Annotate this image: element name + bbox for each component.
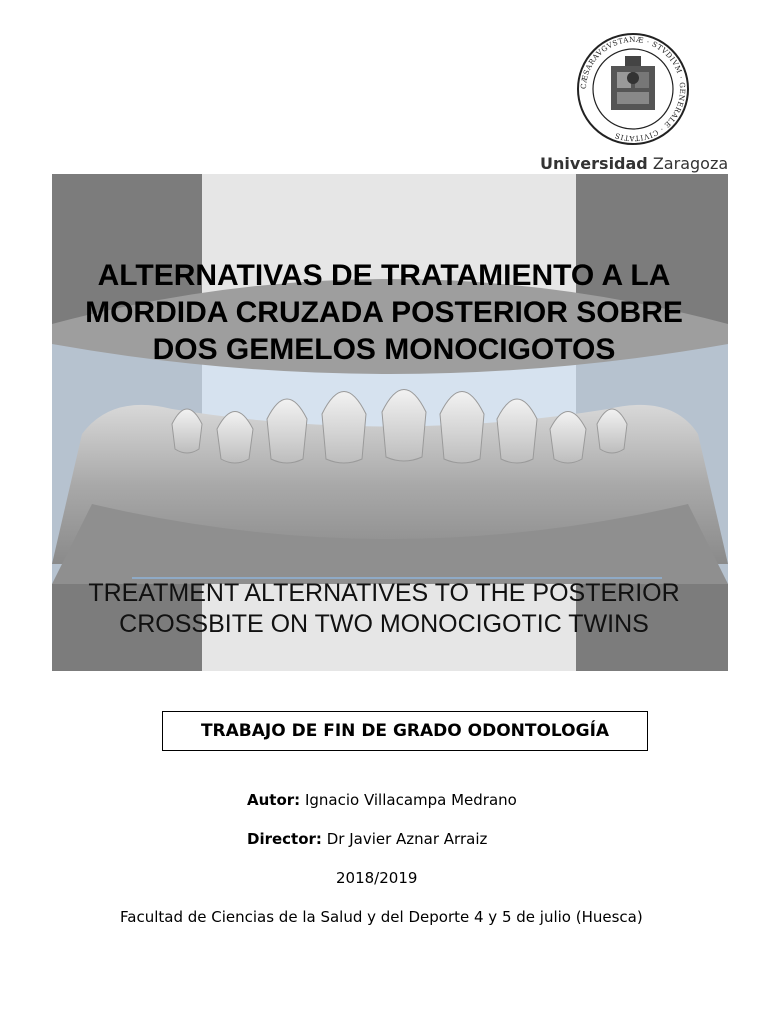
university-name-bold: Universidad [540, 154, 648, 173]
author-label: Autor: [247, 791, 301, 809]
seal-ring-text: CÆSARAVGVSTANÆ · STVDIVM · GENERALE · CIVITATIS [578, 34, 688, 144]
author-line [247, 791, 517, 809]
academic-year: 2018/2019 [336, 869, 418, 887]
university-seal [573, 32, 693, 146]
faculty-line: Facultad de Ciencias de la Salud y del Deporte 4 y 5 de julio (Huesca) [120, 908, 643, 926]
title-english: TREATMENT ALTERNATIVES TO THE POSTERIOR CROSSBITE ON TWO MONOCIGOTIC TWINS [88, 579, 680, 638]
director-label: Director: [247, 830, 322, 848]
title-spanish: ALTERNATIVAS DE TRATAMIENTO A LA MORDIDA CRUZADA POSTERIOR SOBRE DOS GEMELOS MONOCIGOTOS [85, 259, 683, 366]
university-name-regular: Zaragoza [652, 154, 729, 173]
work-type-box: TRABAJO DE FIN DE GRADO ODONTOLOGÍA [162, 711, 648, 751]
director-line [247, 830, 487, 848]
author-name: Ignacio Villacampa Medrano [304, 791, 517, 809]
university-name [540, 154, 728, 173]
director-name: Dr Javier Aznar Arraiz [326, 830, 488, 848]
